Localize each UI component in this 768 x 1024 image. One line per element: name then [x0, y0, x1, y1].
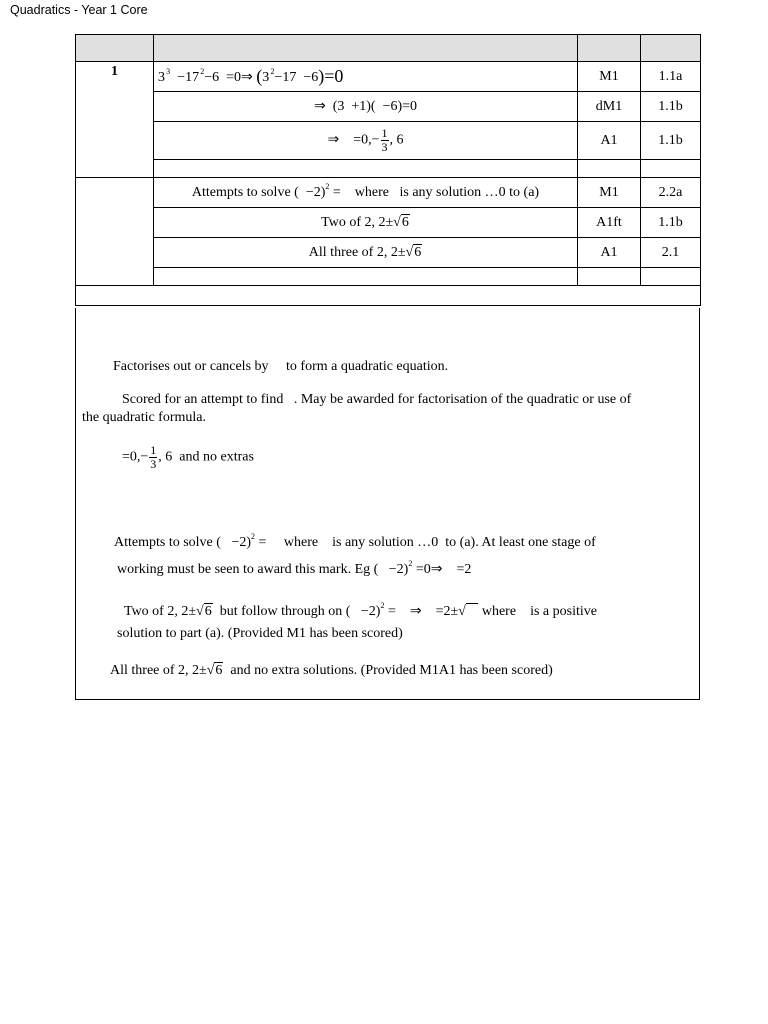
- mark-scheme-table: [75, 34, 701, 306]
- working-cell: All three of 2, 2±√6: [154, 238, 578, 268]
- table-row: [76, 122, 701, 160]
- table-row: [76, 178, 701, 208]
- note-solutions: =0,− $\frac{1}{3}$ , 6 and no extras: [122, 443, 254, 471]
- table-row-spacer: [76, 286, 701, 306]
- note-formula: the quadratic formula.: [82, 410, 207, 425]
- mark-code: A1: [578, 238, 641, 268]
- working-cell: ⇒ =0,− $\frac{1}{3}$ , 6: [154, 122, 578, 160]
- table-row-blank: [76, 268, 701, 286]
- mark-code: dM1: [578, 92, 641, 122]
- ao-code: 1.1b: [641, 122, 701, 160]
- table-row: [76, 208, 701, 238]
- ao-code: 1.1b: [641, 92, 701, 122]
- mark-code: M1: [578, 178, 641, 208]
- note-working-example: working must be seen to award this mark. Eg ( −2)$^2$ =0⇒ =2: [117, 559, 472, 577]
- mark-code: M1: [578, 62, 641, 92]
- mark-code: A1: [578, 122, 641, 160]
- table-header-row: [76, 35, 701, 62]
- ao-code: 2.2a: [641, 178, 701, 208]
- table-row-blank: [76, 160, 701, 178]
- working-cell: Attempts to solve ( −2)$^2$ = where is any solution …0 to (a): [154, 178, 578, 208]
- note-follow-through: Two of 2, 2±√6 but follow through on ( −2)$^2$ = ⇒ =2±√ where is a positive: [124, 601, 597, 619]
- working-cell: ⇒ (3 +1)( −6)=0: [154, 92, 578, 122]
- note-all-three: All three of 2, 2±√6 and no extra solutions. (Provided M1A1 has been scored): [110, 663, 553, 678]
- note-part-a: solution to part (a). (Provided M1 has been scored): [117, 626, 403, 641]
- fraction: $\frac{1}{3}$: [150, 443, 157, 471]
- page-header-title: Quadratics - Year 1 Core: [10, 3, 148, 17]
- working-cell: Two of 2, 2±√6: [154, 208, 578, 238]
- note-find-x: Scored for an attempt to find . May be awarded for factorisation of the quadratic or use of: [122, 392, 632, 407]
- ao-code: 2.1: [641, 238, 701, 268]
- notes-panel: [75, 308, 700, 700]
- question-number: 1: [76, 62, 154, 178]
- table-row: [76, 238, 701, 268]
- ao-code: 1.1b: [641, 208, 701, 238]
- ao-code: 1.1a: [641, 62, 701, 92]
- fraction: $\frac{1}{3}$: [381, 126, 388, 154]
- note-factorise: Factorises out or cancels by to form a quadratic equation.: [113, 359, 449, 374]
- note-attempt-solve: Attempts to solve ( −2)$^2$ = where is any solution …0 to (a). At least one stage of: [114, 532, 596, 550]
- table-row: [76, 92, 701, 122]
- table-row: [76, 62, 701, 92]
- mark-code: A1ft: [578, 208, 641, 238]
- question-number-empty: [76, 178, 154, 286]
- working-cell: 3 $^3$ −17 $^2$−6 =0⇒ (3 $^2$−17 −6)=0: [154, 62, 578, 92]
